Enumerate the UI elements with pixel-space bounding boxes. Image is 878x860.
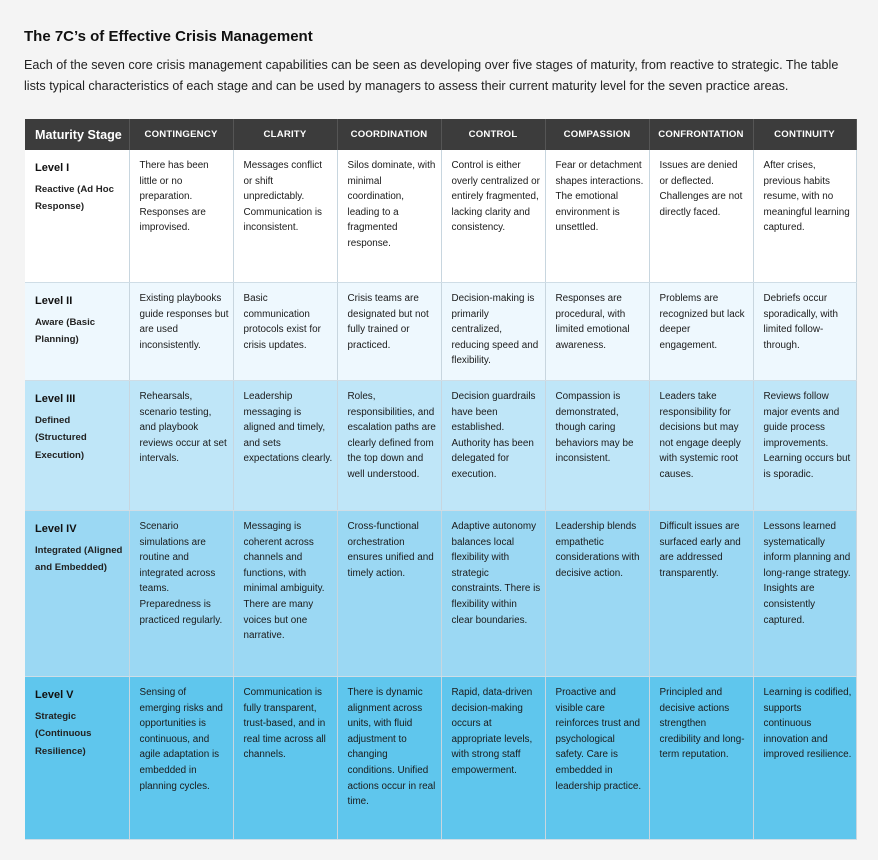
cell-coordination: There is dynamic alignment across units, with fluid adjustment to changing conditions. Unified actions occur in real time. <box>337 677 441 840</box>
level-subtitle: Aware (Basic Planning) <box>35 316 96 346</box>
header-compassion: COMPASSION <box>545 119 649 150</box>
level-subtitle: Reactive (Ad Hoc Response) <box>35 183 114 213</box>
stage-cell <box>25 283 129 381</box>
level-name: Level I <box>35 162 70 174</box>
header-continuity: CONTINUITY <box>753 119 856 150</box>
table-row-level-2 <box>25 283 856 381</box>
cell-control: Rapid, data-driven decision-making occurs at appropriate levels, with strong staff empowerment. <box>441 677 545 840</box>
cell-control: Decision-making is primarily centralized, reducing speed and flexibility. <box>441 283 545 381</box>
table-row-level-3 <box>25 381 856 511</box>
cell-continuity: Debriefs occur sporadically, with limited follow-through. <box>753 283 856 381</box>
header-control: CONTROL <box>441 119 545 150</box>
page-title: The 7C’s of Effective Crisis Management <box>24 28 313 45</box>
cell-compassion: Fear or detachment shapes interactions. The emotional environment is unsettled. <box>545 150 649 283</box>
cell-coordination: Roles, responsibilities, and escalation paths are clearly defined from the top down and well understood. <box>337 381 441 511</box>
cell-confrontation: Principled and decisive actions strengthen credibility and long-term reputation. <box>649 677 753 840</box>
cell-contingency: Sensing of emerging risks and opportunities is continuous, and agile adaptation is embedded in planning cycles. <box>129 677 233 840</box>
cell-coordination: Silos dominate, with minimal coordination, leading to a fragmented response. <box>337 150 441 283</box>
cell-clarity: Leadership messaging is aligned and timely, and sets expectations clearly. <box>233 381 337 511</box>
cell-compassion: Leadership blends empathetic considerations with decisive action. <box>545 511 649 677</box>
cell-confrontation: Leaders take responsibility for decisions but may not engage deeply with systemic root causes. <box>649 381 753 511</box>
cell-confrontation: Difficult issues are surfaced early and are addressed transparently. <box>649 511 753 677</box>
cell-confrontation: Issues are denied or deflected. Challenges are not directly faced. <box>649 150 753 283</box>
cell-continuity: Reviews follow major events and guide process improvements. Learning occurs but is sporadic. <box>753 381 856 511</box>
cell-clarity: Basic communication protocols exist for crisis updates. <box>233 283 337 381</box>
cell-control: Adaptive autonomy balances local flexibility with strategic constraints. There is flexibility within clear boundaries. <box>441 511 545 677</box>
table-row-level-1 <box>25 150 856 283</box>
cell-compassion: Responses are procedural, with limited emotional awareness. <box>545 283 649 381</box>
level-subtitle: Strategic (Continuous Resilience) <box>35 710 92 757</box>
cell-contingency: Rehearsals, scenario testing, and playbook reviews occur at set intervals. <box>129 381 233 511</box>
stage-cell <box>25 381 129 511</box>
cell-compassion: Compassion is demonstrated, though caring behaviors may be inconsistent. <box>545 381 649 511</box>
cell-clarity: Messaging is coherent across channels and functions, with minimal ambiguity. There are many voices but one narrative. <box>233 511 337 677</box>
cell-contingency: Existing playbooks guide responses but are used inconsistently. <box>129 283 233 381</box>
level-subtitle: Defined (Structured Execution) <box>35 414 87 461</box>
cell-clarity: Communication is fully transparent, trust-based, and in real time across all channels. <box>233 677 337 840</box>
cell-clarity: Messages conflict or shift unpredictably. Communication is inconsistent. <box>233 150 337 283</box>
cell-continuity: After crises, previous habits resume, with no meaningful learning captured. <box>753 150 856 283</box>
cell-continuity: Learning is codified, supports continuous innovation and improved resilience. <box>753 677 856 840</box>
header-contingency: CONTINGENCY <box>129 119 233 150</box>
cell-confrontation: Problems are recognized but lack deeper engagement. <box>649 283 753 381</box>
table-row-level-4 <box>25 511 856 677</box>
table-row-level-5 <box>25 677 856 840</box>
stage-cell <box>25 511 129 677</box>
header-confrontation: CONFRONTATION <box>649 119 753 150</box>
level-name: Level III <box>35 393 76 405</box>
header-maturity-stage: Maturity Stage <box>25 119 129 150</box>
maturity-table <box>25 119 857 840</box>
cell-compassion: Proactive and visible care reinforces trust and psychological safety. Care is embedded in leadership practice. <box>545 677 649 840</box>
level-subtitle: Integrated (Aligned and Embedded) <box>35 544 123 574</box>
intro-paragraph: Each of the seven core crisis management capabilities can be seen as developing over five stages of maturity, from reactive to strategic. The table lists typical characteristics of each stage and can be used by managers to assess their current maturity level for the seven practice areas. <box>24 58 839 93</box>
cell-control: Decision guardrails have been established. Authority has been delegated for execution. <box>441 381 545 511</box>
cell-continuity: Lessons learned systematically inform planning and long-range strategy. Insights are consistently captured. <box>753 511 856 677</box>
header-coordination: COORDINATION <box>337 119 441 150</box>
level-name: Level II <box>35 295 73 307</box>
stage-cell <box>25 150 129 283</box>
stage-cell <box>25 677 129 840</box>
level-name: Level IV <box>35 523 77 535</box>
header-clarity: CLARITY <box>233 119 337 150</box>
table-header-row <box>25 119 856 150</box>
cell-control: Control is either overly centralized or entirely fragmented, lacking clarity and consistency. <box>441 150 545 283</box>
cell-contingency: Scenario simulations are routine and integrated across teams. Preparedness is practiced regularly. <box>129 511 233 677</box>
cell-coordination: Cross-functional orchestration ensures unified and timely action. <box>337 511 441 677</box>
level-name: Level V <box>35 689 74 701</box>
cell-contingency: There has been little or no preparation. Responses are improvised. <box>129 150 233 283</box>
cell-coordination: Crisis teams are designated but not fully trained or practiced. <box>337 283 441 381</box>
